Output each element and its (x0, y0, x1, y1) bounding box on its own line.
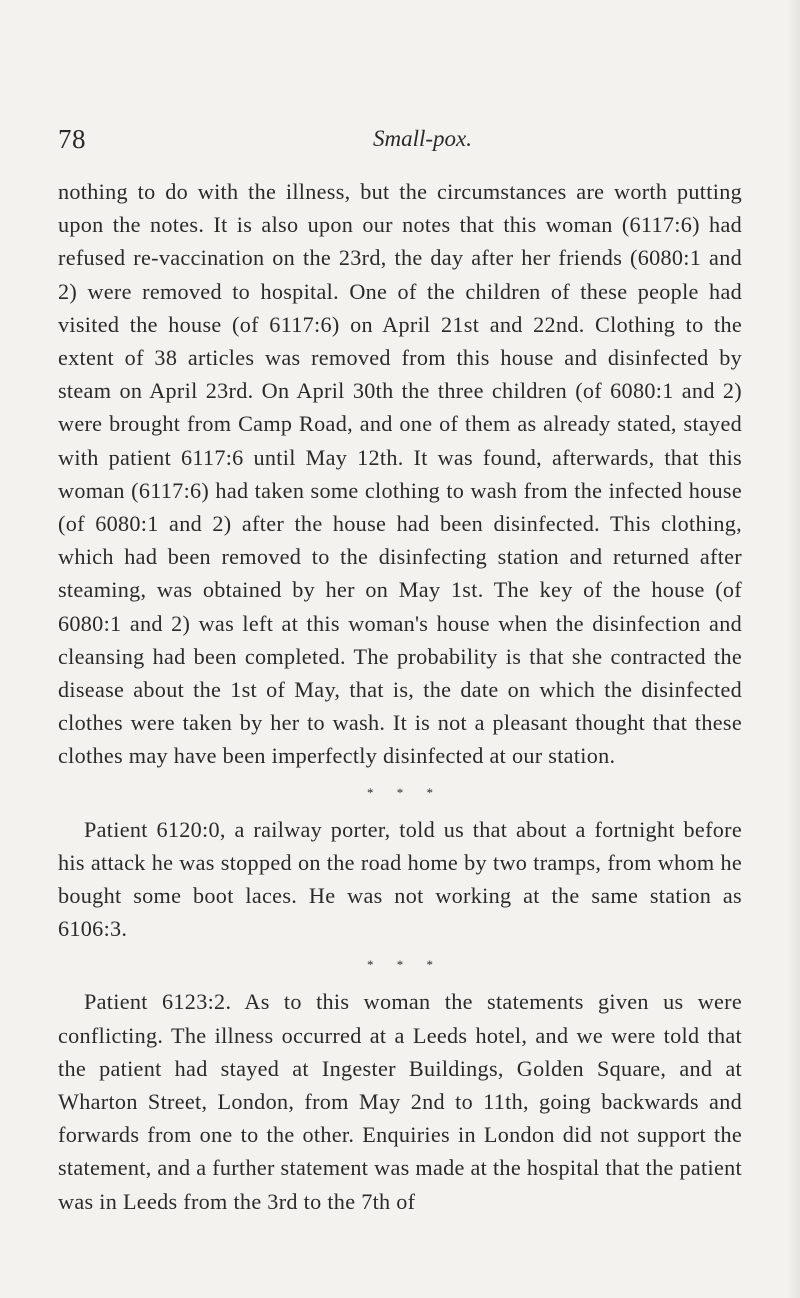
paragraph-3: Patient 6123:2. As to this woman the statements given us were conflicting. The illness occurred at a Leeds hotel, and we were told that the patient had stayed at Ingester Buildings, Golden Square, and at Wharton Street, London, from May 2nd to 11th, going backwards and forwards from one to the other. Enquiries in London did not support the statement, and a further statement was made at the hospital that the patient was in Leeds from the 3rd to the 7th of (58, 989, 742, 1214)
page-edge-shadow (786, 0, 800, 1298)
page-number: 78 (58, 124, 86, 154)
running-title: Small-pox. (373, 126, 473, 151)
asterism-separator: * * * (367, 957, 443, 973)
paragraph-2: Patient 6120:0, a railway porter, told us that about a fortnight before his attack he was stopped on the road home by two tramps, from whom he bought some boot laces. He was not working at the same station as 6106:3. (58, 816, 742, 942)
asterism-separator: * * * (367, 784, 443, 800)
page-header (58, 124, 742, 164)
body-text (58, 175, 742, 1218)
paragraph-1: nothing to do with the illness, but the circumstances are worth putting upon the notes. It is also upon our notes that this woman (6117:6) had refused re-vaccination on the 23rd, the day after her friends (6080:1 and 2) were removed to hospital. One of the children of these people had visited the house (of 6117:6) on April 21st and 22nd. Clothing to the extent of 38 articles was removed from this house and disinfected by steam on April 23rd. On April 30th the three children (of 6080:1 and 2) were brought from Camp Road, and one of them as already stated, stayed with patient 6117:6 until May 12th. It was found, afterwards, that this woman (6117:6) had taken some clothing to wash from the infected house (of 6080:1 and 2) after the house had been disinfected. This clothing, which had been removed to the disinfecting station and returned after steaming, was obtained by her on May 1st. The key of the house (of 6080:1 and 2) was left at this woman's house when the disinfection and cleansing had been completed. The probability is that she contracted the disease about the 1st of May, that is, the date on which the disinfected clothes were taken by her to wash. It is not a pleasant thought that these clothes may have been imperfectly disinfected at our station. (58, 179, 742, 769)
